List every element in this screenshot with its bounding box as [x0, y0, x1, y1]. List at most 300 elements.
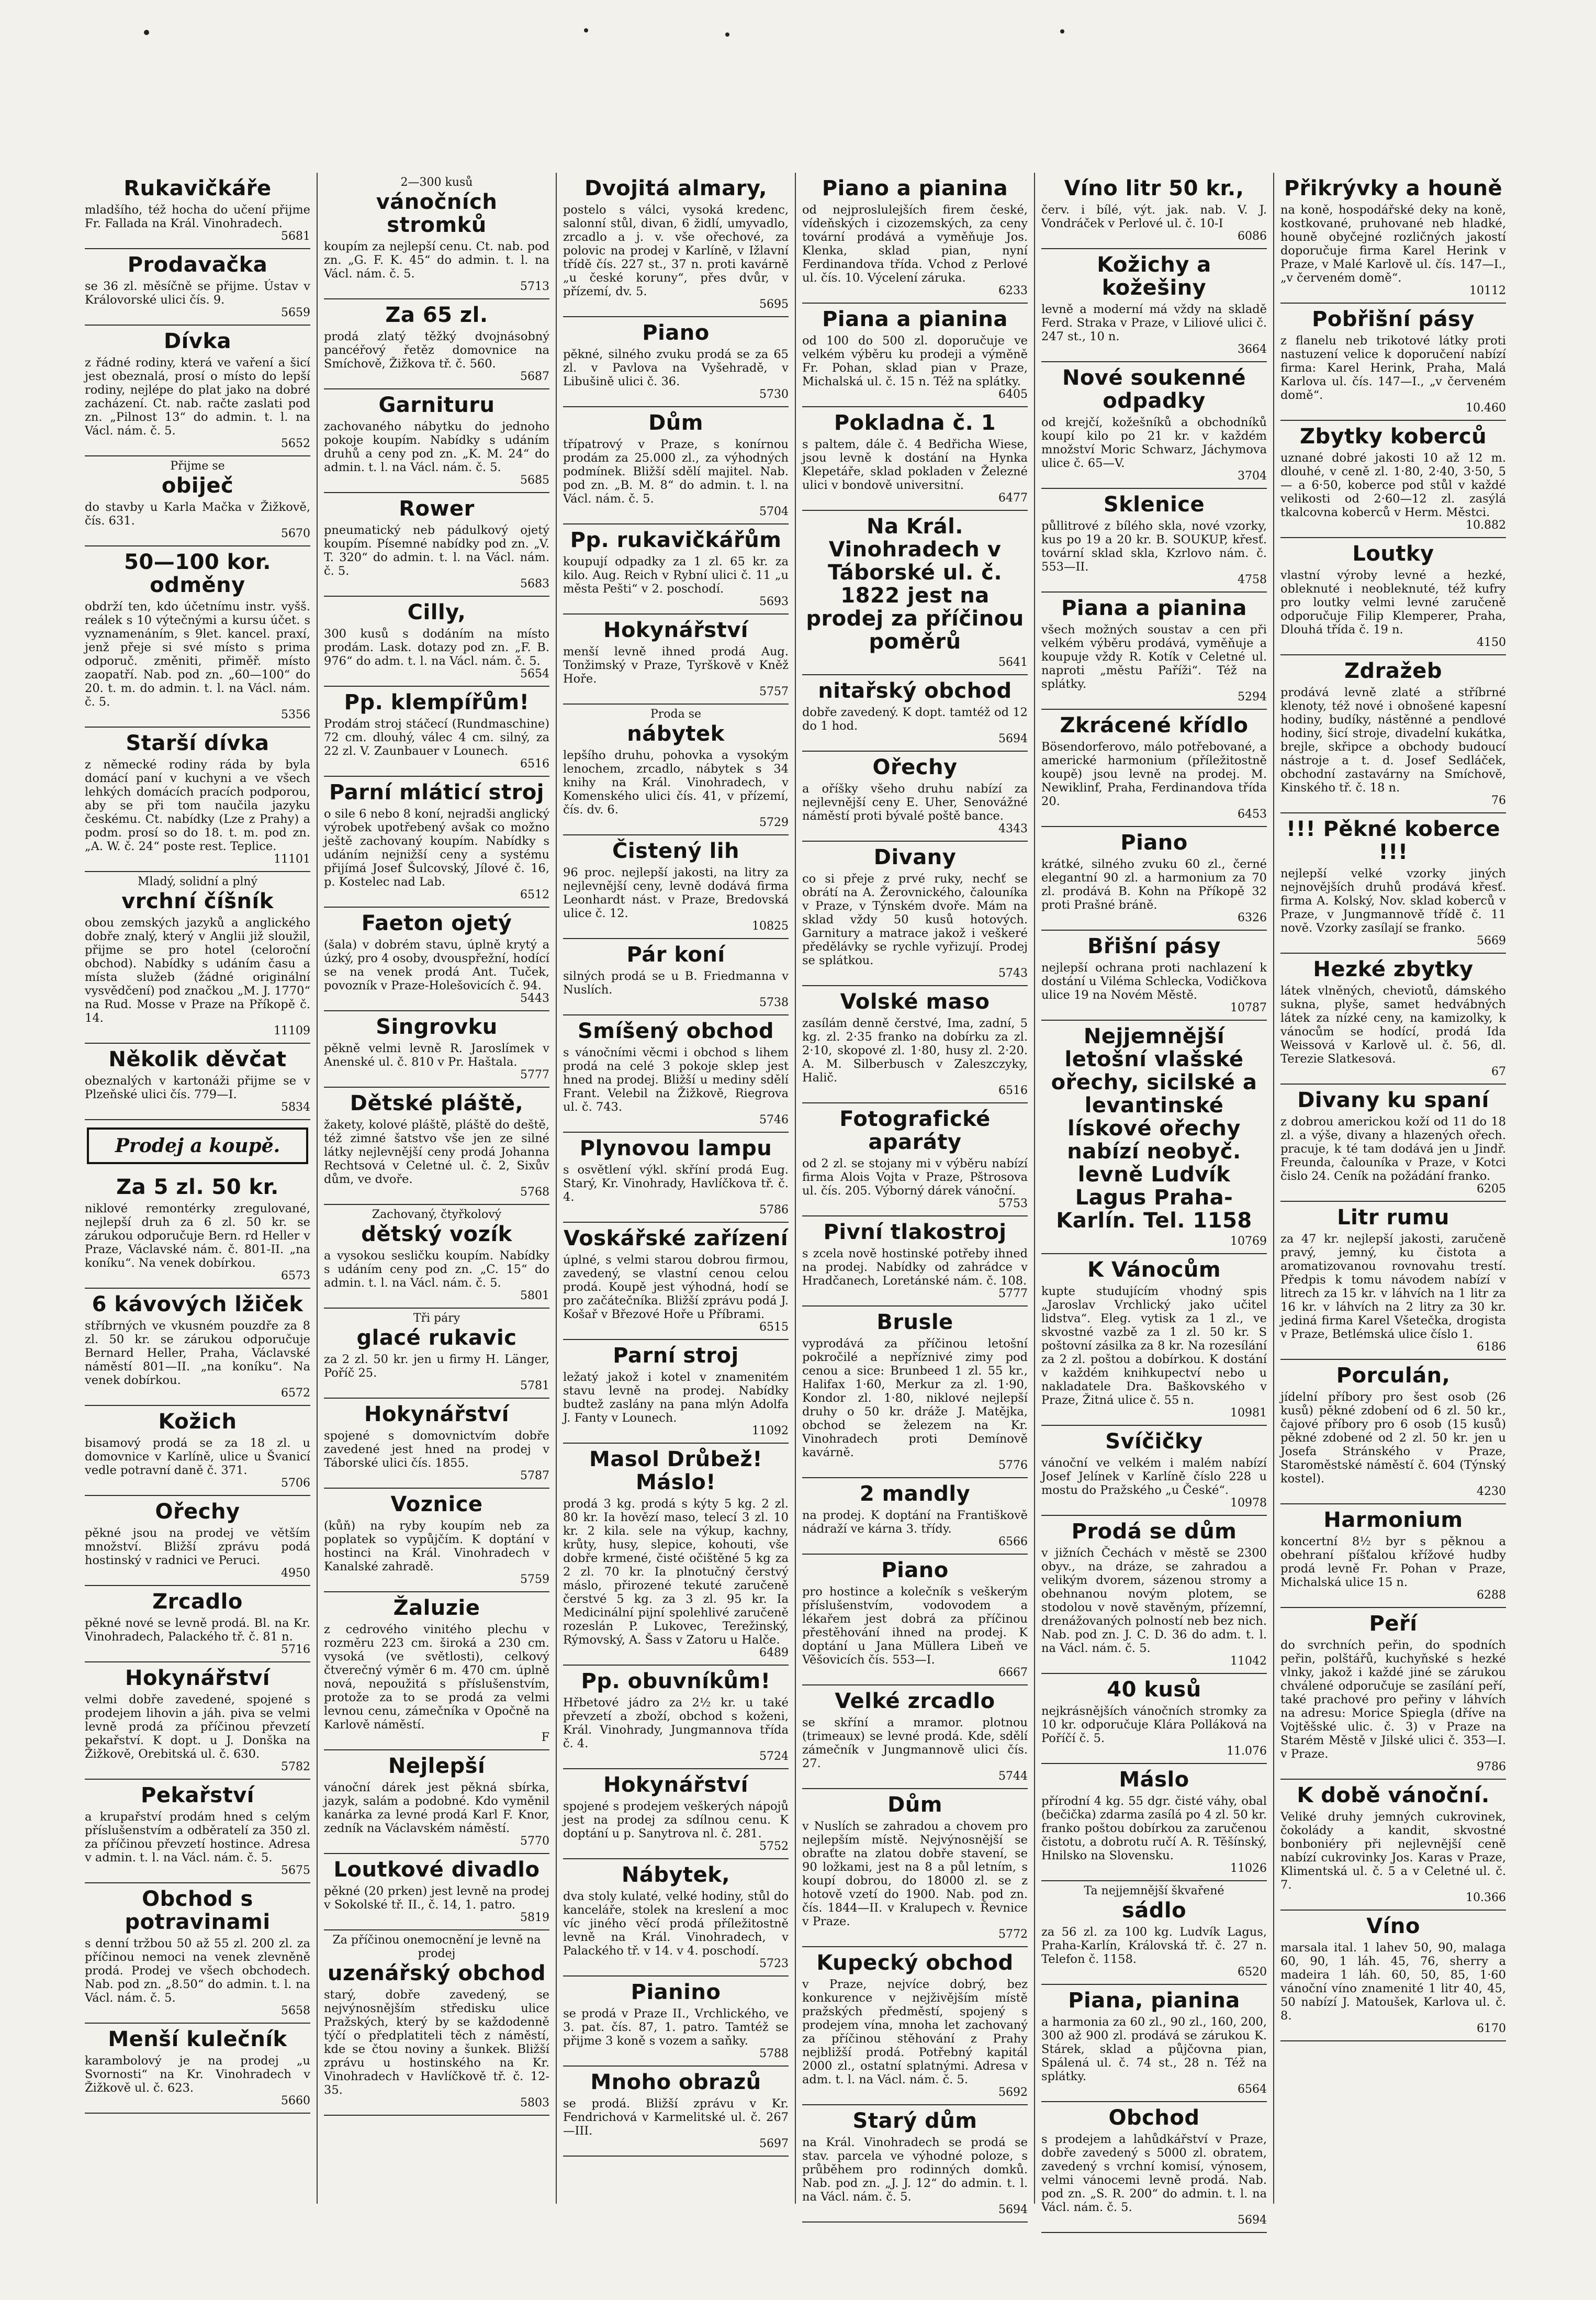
- ad-number: 10.366: [1466, 1891, 1506, 1904]
- ad-heading: Zrcadlo: [152, 1590, 243, 1614]
- ad-body: pěkně velmi levně R. Jaroslímek v Anenské ul. č. 810 v Pr. Haštala.: [324, 1042, 549, 1069]
- ad-number: 11092: [752, 1424, 789, 1437]
- ad-body: 96 proc. nejlepší jakosti, na litry za nejlevnější ceny, levně dodává firma Leonhardt nást. v Praze, Bredovská ulice č. 12.: [563, 866, 789, 920]
- ad-number: 5675: [281, 1864, 310, 1877]
- ad-number: 5713: [520, 280, 549, 293]
- ad-heading: Faeton ojetý: [361, 911, 512, 935]
- classified-ad: [85, 1406, 310, 1496]
- ad-heading: Cilly,: [407, 600, 466, 624]
- classified-column: [1035, 173, 1274, 2227]
- ad-number: 5770: [520, 1835, 549, 1848]
- ad-number: 5669: [1477, 934, 1506, 947]
- ad-heading: Plynovou lampu: [579, 1136, 772, 1160]
- ad-body: pěkné nové se levně prodá. Bl. na Kr. Vinohradech, Palackého tř. č. 81 n.: [85, 1616, 310, 1644]
- classified-ad: [1041, 362, 1267, 489]
- ad-body: dva stoly kulaté, velké hodiny, stůl do kanceláře, stolek na kreslení a moc víc jiného věcí prodá příležitostně levně na Král. Vinohradech, v Palackého tř. v 14. v 4. poschodí.: [563, 1890, 789, 1958]
- ad-heading: Prodavačka: [127, 253, 268, 277]
- ad-heading: Pianino: [631, 1980, 721, 2004]
- ad-body: (šala) v dobrém stavu, úplně krytý a úzký, pro 4 osoby, dvouspřežní, hodící se na venek prodá Ant. Tuček, povozník v Praze-Holešovicích č. 94.: [324, 938, 549, 992]
- ad-heading: Několik děvčat: [108, 1047, 287, 1071]
- ad-heading: Svíčičky: [1105, 1430, 1203, 1454]
- ad-body: obeznalých v kartonáži přijme se v Plzeňské ulici čís. 779—I.: [85, 1074, 310, 1101]
- ad-body: karambolový je na prodej „u Svornosti“ na Kr. Vinohradech v Žižkově ul. č. 623.: [85, 2054, 310, 2095]
- ad-heading: Harmonium: [1323, 1508, 1463, 1532]
- ad-body: silných prodá se u B. Friedmanna v Nuslích.: [563, 969, 789, 997]
- ad-heading: Kupecký obchod: [816, 1951, 1014, 1975]
- ad-body: obou zemských jazyků a anglického dobře znalý, který v Anglii již sloužil, přijme se pro hotel (celoroční obchod). Nabídky s udáním času a místa služeb (žádné originální vysvědčení) pod značkou „M. J. 1770“ na Rud. Mosse v Praze na Příkopě č. 14.: [85, 916, 310, 1025]
- ad-number: 10112: [1469, 284, 1506, 297]
- classified-ad: [563, 2067, 789, 2157]
- ad-heading: K Vánocům: [1087, 1258, 1221, 1282]
- ad-number: 6086: [1238, 230, 1267, 243]
- classified-ad: [1041, 1881, 1267, 1985]
- ad-number: 6572: [281, 1387, 310, 1400]
- ad-number: 5782: [281, 1760, 310, 1773]
- ad-body: se skříní a mramor. plotnou (trimeaux) se levné prodá. Kde, sdělí zámečník v Jungmannově ulici čís. 27.: [802, 1716, 1028, 1770]
- ad-heading: Pp. klempířům!: [344, 690, 530, 714]
- ad-heading: Piano: [881, 1558, 949, 1582]
- ad-heading: Žaluzie: [393, 1596, 480, 1620]
- ad-number: 5759: [520, 1573, 549, 1586]
- ad-heading: Pivní tlakostroj: [823, 1220, 1007, 1244]
- ad-heading: Sklenice: [1103, 493, 1205, 517]
- classified-ad: [324, 777, 549, 908]
- ad-number: 5685: [520, 474, 549, 487]
- ad-heading: Piano a pianina: [822, 176, 1008, 200]
- ad-body: prodá 3 kg. prodá s kýty 5 kg. 2 zl. 80 kr. Ia hovězí maso, telecí 3 zl. 10 kr. 2 kila. sele na výkup, kachny, krůty, husy, slepice, kohouti, vše dobře krmené, čisté očištěné 5 kg za 2 zl. 70 kr. Ia plnotučný čerstvý máslo, přirozené tekuté zaručeně čerstvé 5 kg. za 3 zl. 95 kr. Ia Medicinální pijní spolehlivé zaručeně rozeslán P. Lukovec, Terežinský, Rýmovský, A. Šass v Zatoru u Halče.: [563, 1497, 789, 1647]
- ad-heading: Mnoho obrazů: [590, 2070, 761, 2094]
- classified-ad: [563, 317, 789, 407]
- top-margin-marks: [0, 21, 1596, 42]
- ad-body: od nejproslulejších firem české, vídeňských i cizozemských, za ceny tovární prodává a vyměňuje Jos. Klenka, sklad pian, nyní Ferdinandova třída. Vchod z Perlové ul. čís. 10. Výcelení záruka.: [802, 203, 1028, 285]
- ad-number: 6489: [759, 1646, 789, 1659]
- ad-number: 10.882: [1466, 519, 1506, 532]
- classified-ad: [563, 1666, 789, 1769]
- ad-body: lepšího druhu, pohovka a vysokým lenochem, zrcadlo, nábytek s 34 knihy na Král. Vinohradech, v Komenského ulici čís. 41, v přízemí, čís. dv. 6.: [563, 749, 789, 817]
- classified-ad: [1280, 1360, 1506, 1504]
- classified-ad: [324, 1592, 549, 1750]
- ad-body: do svrchních peřin, do spodních peřin, polštářů, kuchyňské s hezké vlnky, jakož i každé jiné se zárukou chválené odporučuje se zasílání peří, také prachové pro peřiny v láhvích na adresu: Morice Spiegla (dříve na Vojtěšské ulic. č. 3) v Praze na Starém Městě v Jilské ulici č. 353—I. v Praze.: [1280, 1638, 1506, 1761]
- classified-ad: [1041, 1985, 1267, 2102]
- classified-ad: [85, 326, 310, 456]
- classified-ad: [802, 173, 1028, 304]
- ad-heading: Pár koní: [626, 943, 725, 967]
- ad-heading: Piana a pianina: [1061, 596, 1247, 620]
- ad-number: 5786: [759, 1203, 789, 1216]
- classified-ad: [324, 1750, 549, 1854]
- ad-body: úplné, s velmi starou dobrou firmou, zavedený, se vlastní cenou celou prodá. Koupě jest výhodná, hodí se pro začátečníka. Bližší zprávu podá J. Košař v Březové Hoře u Příbrami.: [563, 1253, 789, 1321]
- ad-body: z řádné rodiny, která ve vaření a šicí jest obeznalá, prosí o místo do lepší rodiny, nejlépe do plat jako na dobré zacházení. Ct. nab. račte zaslati pod zn. „Pilnost 13“ do admin. t. l. na Václ. nám. č. 5.: [85, 356, 310, 438]
- ad-number: 5356: [281, 708, 310, 721]
- ad-heading: Dvojitá almary,: [585, 176, 767, 200]
- ad-preheading: Tři páry: [413, 1312, 460, 1325]
- classified-ad: [563, 615, 789, 705]
- ad-number: 5658: [281, 2004, 310, 2017]
- ad-body: koupím za nejlepší cenu. Ct. nab. pod zn. „G. F. K. 45“ do admin. t. l. na Václ. nám. č. 5.: [324, 240, 549, 281]
- classified-ad: [802, 1685, 1028, 1789]
- ad-body: nejkrásnějších vánočních stromky za 10 kr. odporučuje Klára Polláková na Poříčí č. 5.: [1041, 1704, 1267, 1745]
- classified-ad: [802, 675, 1028, 752]
- classified-ad: [802, 1478, 1028, 1555]
- ad-number: 5772: [998, 1928, 1028, 1941]
- ad-heading: Piano: [1120, 831, 1188, 855]
- ad-body: od krejčí, kožešníků a obchodníků koupí kilo po 21 kr. v každém množství Moric Schwarz, Jáchymova ulice č. 65—V.: [1041, 416, 1267, 470]
- ad-number: 5694: [1238, 2214, 1267, 2227]
- classified-ad: [563, 407, 789, 524]
- classified-ad: [85, 1496, 310, 1586]
- ad-preheading: Zachovaný, čtyřkolový: [372, 1208, 502, 1221]
- ad-body: kupte studujícím vhodný spis „Jaroslav Vrchlický jako učitel lidstva“. Eleg. vytisk za 1 zl., ve skvostné vazbě za 1 zl. 50 kr. S poštovní zásilka za 8 kr. Na rozesílání za 2 zl. poštou a dobírkou. K dostání v každém knihkupectví nebo u nakladatele Dra. Baškovského v Praze, Žitná ulice č. 55 n.: [1041, 1285, 1267, 1407]
- ad-body: levně a moderní má vždy na skladě Ferd. Straka v Praze, v Liliové ulici č. 247 st., 10 n.: [1041, 303, 1267, 343]
- ad-number: 10825: [752, 920, 789, 933]
- classified-ad: [1041, 1021, 1267, 1254]
- ad-number: 5693: [759, 595, 789, 608]
- ad-heading: Loutkové divadlo: [333, 1858, 540, 1882]
- ad-number: 5777: [520, 1068, 549, 1081]
- ad-number: 6170: [1477, 2022, 1506, 2035]
- ad-heading: Nejjemnější letošní vlašské ořechy, sicilské a levantinské lískové ořechy nabízí neobyč. levně Ludvík Lagus Praha-Karlín. Tel. 1158: [1051, 1024, 1257, 1233]
- classified-ad: [802, 2105, 1028, 2223]
- ad-number: 5738: [759, 996, 789, 1009]
- ad-number: 6520: [1238, 1966, 1267, 1979]
- ad-heading: Rukavičkáře: [123, 176, 272, 200]
- classified-ad: [85, 1883, 310, 2024]
- ad-heading: Smíšený obchod: [577, 1019, 774, 1043]
- ad-body: uznané dobré jakosti 10 až 12 m. dlouhé, v ceně zl. 1·80, 2·40, 3·50, 5— a 6·50, koberce pod stůl v každé velikosti od 2·60—12 zl. zasýlá tkalcovna koberců v Herm. Městci.: [1280, 451, 1506, 519]
- ad-heading: Starší dívka: [126, 731, 269, 755]
- ad-number: 10978: [1230, 1497, 1267, 1510]
- classified-ad: [1280, 538, 1506, 655]
- ad-number: 6288: [1477, 1589, 1506, 1602]
- classified-ad: [1041, 489, 1267, 593]
- ad-heading: Kožichy a kožešiny: [1097, 253, 1211, 300]
- ad-body: z cedrového vinitého plechu v rozměru 223 cm. široká a 230 cm. vysoká (ve světlosti), celkový čtverečný výměr 6 m. 470 cm. úplně nová, nepoužitá s příslušenstvím, protože za to se prodá za velmi levnou cenu, zámečníka v Opočně na Karlově náměstí.: [324, 1623, 549, 1732]
- ad-heading: Divany: [873, 845, 957, 869]
- classified-ad: [1280, 1085, 1506, 1202]
- ad-number: 11026: [1230, 1862, 1267, 1875]
- classified-ad: [802, 1307, 1028, 1478]
- classified-ad: [1280, 421, 1506, 538]
- ad-heading: Za 5 zl. 50 kr.: [116, 1175, 279, 1199]
- ad-heading: Masol Drůbež! Máslo!: [589, 1447, 762, 1494]
- ad-number: 5723: [759, 1957, 789, 1970]
- ad-number: 5670: [281, 527, 310, 540]
- ad-heading: Přikrývky a houně: [1284, 176, 1503, 200]
- ad-body: s vánočními věcmi i obchod s lihem prodá na celé 3 pokoje sklep jest hned na prodej. Bližší u mediny sdělí Frant. Velebil na Žižkově, Riegrova ul. č. 743.: [563, 1046, 789, 1114]
- ad-body: jídelní příbory pro šest osob (26 kusů) pěkné zdobení od 6 zl. 50 kr., čajové příbory pro 6 osob (15 kusů) pěkné zdobené od 2 zl. 50 kr. jen u Josefa Stránského v Praze, Staroměstské náměstí č. 604 (Týnský kostel).: [1280, 1390, 1506, 1486]
- section-heading: Prodej a koupě.: [87, 1127, 308, 1164]
- ad-body: Prodám stroj stáčecí (Rundmaschine) 72 cm. dlouhý, válec 4 cm. silný, za 22 zl. V. Zaunbauer v Lounech.: [324, 717, 549, 758]
- ad-heading: nábytek: [627, 722, 725, 746]
- ad-body: a harmonia za 60 zl., 90 zl., 160, 200, 300 až 900 zl. prodává se zárukou K. Stárek, sklad a půjčovna pian, Spálená ul. č. 74 st., 28 n. Též na splátky.: [1041, 2015, 1267, 2083]
- classified-ad: [85, 456, 310, 546]
- ad-heading: uzenářský obchod: [328, 1961, 546, 1985]
- ad-number: 67: [1491, 1065, 1506, 1078]
- ad-heading: dětský vozík: [361, 1222, 512, 1246]
- ad-body: na koně, hospodářské deky na koně, kostkované, pruhované neb hladké, houně obyčejné rozličných jakostí doporučuje firma Karel Herink v Praze, v Malé Karlově ul. čís. 147—I., „v červeném domě“.: [1280, 203, 1506, 285]
- ad-number: 5744: [998, 1770, 1028, 1783]
- classified-ad: [802, 1789, 1028, 1947]
- classified-ad: [324, 687, 549, 777]
- ad-number: 3664: [1238, 343, 1267, 356]
- classified-ad: [85, 1662, 310, 1780]
- classified-ad: [802, 842, 1028, 986]
- ad-number: 4758: [1238, 573, 1267, 586]
- ad-number: 6512: [520, 888, 549, 901]
- ad-heading: Hezké zbytky: [1313, 957, 1474, 981]
- ad-heading: Zdražeb: [1344, 659, 1442, 683]
- ad-heading: 2 mandly: [859, 1482, 971, 1506]
- classified-ad: [563, 1977, 789, 2067]
- classified-ad: [1041, 1516, 1267, 1674]
- ad-heading: Nejlepší: [388, 1754, 486, 1778]
- ad-number: 5694: [998, 732, 1028, 745]
- classified-ad: [802, 304, 1028, 407]
- ad-heading: Dívka: [163, 329, 232, 353]
- ad-body: nejlepší velké vzorky jiných nejnovějších druhů prodává křesť. firma A. Kolský, Nov. sklad koberců v Praze, v Jungmannově třídě č. 11 nově. Vzorky zasílají se franko.: [1280, 867, 1506, 935]
- ad-heading: Rower: [399, 497, 475, 521]
- ad-number: 5443: [520, 992, 549, 1005]
- ad-body: postelo s válci, vysoká kredenc, salonní stůl, divan, 6 židlí, umyvadlo, zrcadlo a j. v. vše ořechové, za polovic na prodej v Karlíně, v Ižlavní třídě čís. 227 st., 37 n. proti kavárně „u české koruny“, přes dvůr, v přízemí, dv. 5.: [563, 203, 789, 298]
- classified-ad: [85, 1289, 310, 1406]
- ad-body: za 47 kr. nejlepší jakosti, zaručeně pravý, jemný, ku čistota a aromatizovanou rovnovahu trestí. Předpis k tomu návodem nabízí v litrech za 15 kr. v láhvích na 1 litr za 16 kr. v láhvích na 2 litry za 30 kr. jediná firma Karel Všetečka, drogista v Praze, Betlémská ulice číslo 1.: [1280, 1232, 1506, 1341]
- ad-number: 5776: [998, 1459, 1028, 1472]
- ad-heading: Obchod s potravinami: [125, 1887, 271, 1934]
- ad-number: 5746: [759, 1113, 789, 1126]
- ad-number: 4150: [1477, 636, 1506, 649]
- ad-body: všech možných soustav a cen při velkém výběru prodává, vyměňuje a koupuje vždy R. Kotík v Celetné ul. naproti „městu Paříži“. Též na splátky.: [1041, 623, 1267, 691]
- ad-body: z německé rodiny ráda by byla domácí paní v kuchyni a ve všech lehkých domácích pracích podporou, aby se při tom naučila jazyku českému. Ct. nabídky (Lze z Prahy) a podm. prosí so do 18. t. m. pod zn. „A. W. č. 24“ poste rest. Teplice.: [85, 758, 310, 853]
- classified-ad: [85, 728, 310, 872]
- ad-number: 5660: [281, 2094, 310, 2107]
- ad-number: 5294: [1238, 690, 1267, 704]
- ad-number: 5704: [759, 505, 789, 518]
- ad-number: 11.076: [1227, 1745, 1267, 1758]
- ad-heading: !!! Pěkné koberce !!!: [1286, 817, 1501, 864]
- ad-number: 5694: [998, 2203, 1028, 2216]
- ad-heading: sádlo: [1121, 1899, 1187, 1923]
- ad-body: co si přeje z prvé ruky, nechť se obrátí na A. Žerovnického, čalouníka v Praze, v Týnském dvoře. Mám na sklad vždy 50 kusů hotových. Garnitury a matrace jakož i veškeré předělávky se rychle vyřizují. Prodej se splátkou.: [802, 872, 1028, 967]
- ad-number: 5706: [281, 1477, 310, 1490]
- ad-body: s osvětlení výkl. skříní prodá Eug. Starý, Kr. Vinohrady, Havlíčkova tř. č. 4.: [563, 1163, 789, 1204]
- ad-body: do stavby u Karla Mačka v Žižkově, čís. 631.: [85, 500, 310, 528]
- classified-ad: [85, 1780, 310, 1883]
- ad-heading: nitařský obchod: [818, 679, 1012, 703]
- ad-number: 6516: [998, 1084, 1028, 1097]
- ad-body: na Král. Vinohradech se prodá se stav. parcela ve výhodné poloze, s průběhem pro rodinných domků. Nab. pod zn. „J. J. 12“ do admin. t. l. na Václ. nám. č. 5.: [802, 2136, 1028, 2204]
- ad-number: 6566: [998, 1535, 1028, 1548]
- ad-body: se prodá. Bližší zprávu v Kr. Fendrichová v Karmelitské ul. č. 267—III.: [563, 2097, 789, 2138]
- ad-preheading: Ta nejjemnější škvařené: [1084, 1884, 1224, 1897]
- classified-ad: [802, 986, 1028, 1103]
- ad-number: 5687: [520, 370, 549, 383]
- classified-ad: [1041, 1674, 1267, 1764]
- ad-heading: Ořechy: [872, 755, 958, 779]
- ad-body: třípatrový v Praze, s konírnou prodám za 25.000 zl., za výhodných podmínek. Bližší sdělí majitel. Nab. pod zn. „B. M. 8“ do admin. t. l. na Václ. nám. č. 5.: [563, 438, 789, 506]
- classified-ad: [1280, 655, 1506, 813]
- classified-column: [318, 173, 557, 2204]
- classified-ad: [85, 1044, 310, 1120]
- ad-number: 5757: [759, 685, 789, 698]
- ad-body: marsala ital. 1 lahev 50, 90, malaga 60, 90, 1 láh. 45, 76, sherry a madeira 1 láh. 60, 50, 85, 1·60 vánoční víno znamenité 1 litr 40, 45, 50 nabízí J. Matoušek, Karlova ul. č. 8.: [1280, 1941, 1506, 2023]
- classified-ad: [1041, 1254, 1267, 1426]
- ad-heading: Velké zrcadlo: [835, 1689, 995, 1713]
- classified-ad: [324, 1854, 549, 1930]
- ad-heading: Fotografické aparáty: [839, 1107, 991, 1154]
- classified-ad: [324, 1011, 549, 1088]
- ad-heading: Hokynářství: [603, 1773, 749, 1797]
- classified-ad: [1041, 173, 1267, 249]
- classified-ad: [324, 493, 549, 597]
- ad-number: 5803: [520, 2096, 549, 2109]
- classified-ad: [1280, 1608, 1506, 1780]
- ad-body: a oříšky všeho druhu nabízí za nejlevnější ceny E. Uher, Senovážné náměstí proti bývalé poště bance.: [802, 782, 1028, 823]
- classified-ad: [1280, 954, 1506, 1085]
- ad-number: 5730: [759, 388, 789, 401]
- ad-number: 4230: [1477, 1485, 1506, 1498]
- ad-number: 6453: [1238, 808, 1267, 821]
- ad-body: prodává levně zlaté a stříbrné klenoty, též nové i obnošené kapesní hodiny, budíky, nástěnné a pendlové hodiny, šicí stroje, divadelní kukátka, brejle, skřipce a obchody budoucí nástroje a t. d. Josef Sedláček, obchodní zastavárny na Smíchově, Kinského tř. č. 18 n.: [1280, 686, 1506, 795]
- ad-number: 6477: [998, 492, 1028, 505]
- ad-heading: Hokynářství: [125, 1666, 271, 1690]
- classified-ad: [563, 1859, 789, 1977]
- classified-ad: [85, 546, 310, 728]
- ad-body: pěkné, silného zvuku prodá se za 65 zl. v Pavlova na Vyšehradě, v Libušině ulici č. 36.: [563, 348, 789, 388]
- ad-number: 10769: [1230, 1235, 1267, 1248]
- classified-ad: [324, 597, 549, 687]
- ad-body: a krupařství prodám hned s celým příslušenstvím a odběratelí za 350 zl. za příčinou převzetí hostince. Adresa v admin. t. l. na Václ. nám. č. 5.: [85, 1810, 310, 1864]
- ad-number: 5692: [998, 2086, 1028, 2099]
- ad-body: s paltem, dále č. 4 Bedřicha Wiese, jsou levně k dostání na Hynka Klepetáře, sklad pokladen v Železné ulici v bondově universitní.: [802, 438, 1028, 492]
- ad-number: 11109: [274, 1024, 310, 1037]
- ad-heading: Porculán,: [1336, 1364, 1451, 1388]
- ad-heading: Pp. rukavičkářům: [570, 528, 782, 552]
- ad-number: 5787: [520, 1469, 549, 1482]
- classified-ad: [1041, 931, 1267, 1021]
- ad-body: Hřbetové jádro za 2½ kr. u také převzetí a zboží, obchod s koženi, Král. Vinohrady, Jungmannova třída č. 4.: [563, 1696, 789, 1750]
- classified-ad: [324, 1309, 549, 1399]
- ad-heading: 40 kusů: [1107, 1678, 1201, 1702]
- classified-ad: [324, 1489, 549, 1592]
- ad-heading: Víno litr 50 kr.,: [1064, 176, 1244, 200]
- ad-heading: Víno: [1366, 1914, 1420, 1938]
- classified-ad: [85, 1171, 310, 1289]
- ad-number: 5819: [520, 1911, 549, 1924]
- classified-ad: [802, 752, 1028, 842]
- ad-number: 11042: [1230, 1655, 1267, 1668]
- ad-body: Bösendorferovo, málo potřebované, a americké harmonium (příležitostně koupě) jsou levně na prodej. M. Newiklinf, Praha, Ferdinandova třída 20.: [1041, 740, 1267, 808]
- classified-ad: [1041, 593, 1267, 710]
- classified-ad: [563, 705, 789, 835]
- ad-body: vánoční ve velkém i malém nabízí Josef Jelínek v Karlíně číslo 228 u mostu do Pražského „u České“.: [1041, 1456, 1267, 1497]
- classified-ad: [802, 407, 1028, 511]
- ad-number: 6667: [998, 1666, 1028, 1679]
- ad-body: niklové remontérky zregulované, nejlepší druh za 6 zl. 50 kr. se zárukou odporučuje Bern. rd Heller v Praze, Václavské nám. č. 801-II. „na koníku“. Na venek dobírkou.: [85, 1202, 310, 1270]
- ad-body: ležatý jakož i kotel v znamenitém stavu levně na prodej. Nabídky budtež zaslány na pana mlýn Adolfa J. Fanty v Lounech.: [563, 1370, 789, 1425]
- ad-heading: Pekařství: [141, 1783, 254, 1807]
- ad-body: s zcela nově hostinské potřeby ihned na prodej. Nabídky od zahrádce v Hradčanech, Loretánské nám. č. 108.: [802, 1247, 1028, 1288]
- classified-ad: [563, 1133, 789, 1223]
- ad-body: stříbrných ve vkusném pouzdře za 8 zl. 50 kr. se zárukou odporučuje Bernard Heller, Praha, Václavské náměstí 801—II. „na koníku“. Na venek dobírkou.: [85, 1319, 310, 1387]
- ad-body: přírodní 4 kg. 55 dgr. čisté váhy, obal (bečička) zdarma zasílá po 4 zl. 50 kr. franko poštou dobírkou za zaručenou čistotu, a dobrotu ručí A. R. Těšínský, Hnilsko na Slovensku.: [1041, 1794, 1267, 1862]
- ad-body: vánoční dárek jest pěkná sbírka, jazyk, salám a podobné. Kdo vyměnil kanárka za levné prodá Karl F. Knor, zedník na Václavském náměstí.: [324, 1781, 549, 1835]
- ad-number: 3704: [1238, 470, 1267, 483]
- ad-body: koupují odpadky za 1 zl. 65 kr. za kilo. Aug. Reich v Rybní ulici č. 11 „u města Pešti“ v 2. poschodí.: [563, 555, 789, 596]
- ad-heading: Starý dům: [852, 2109, 977, 2133]
- ad-body: z dobrou americkou koží od 11 do 18 zl. a výše, divany a hlazených ořech. pracuje, k té tam dodává jen u Jindř. Freunda, čalouníka v Praze, v Kotci čislo 24. Ceník na požádání franko.: [1280, 1115, 1506, 1183]
- classified-ad: [802, 1947, 1028, 2105]
- ad-body: pěkné jsou na prodej ve větším množství. Bližší zprávu podá hostinský v radnici ve Peruci.: [85, 1526, 310, 1567]
- classified-ad: [1041, 710, 1267, 827]
- classified-ad: [563, 173, 789, 317]
- classified-ad: [85, 249, 310, 326]
- ad-body: pneumatický neb pádulkový ojetý koupím. Písemné nabídky pod zn. „V. T. 320“ do admin. t. l. na Václ. nám. č. 5.: [324, 523, 549, 578]
- ad-number: 6516: [520, 757, 549, 771]
- classified-ad: [85, 2024, 310, 2114]
- ad-number: 10787: [1230, 1001, 1267, 1014]
- ad-heading: vánočních stromků: [376, 190, 498, 237]
- ad-heading: vrchní číšník: [121, 889, 274, 913]
- ad-body: prodá zlatý těžký dvojnásobný pancéřový řetěz domovnice na Smíchově, Žižkova tř. č. 560.: [324, 330, 549, 371]
- ad-body: a vysokou sesličku koupím. Nabídky s udáním ceny pod zn. „C. 15“ do admin. t. l. na Václ. nám. č. 5.: [324, 1249, 549, 1290]
- ad-body: spojené s domovnictvím dobře zavedené jest hned na prodej v Táborské ulici čís. 1855.: [324, 1429, 549, 1470]
- classified-ad: [324, 299, 549, 389]
- ad-number: 5834: [281, 1101, 310, 1114]
- ad-heading: Brusle: [876, 1310, 953, 1334]
- classified-column: [1274, 173, 1512, 2204]
- classified-ad: [1041, 249, 1267, 362]
- ad-body: se prodá v Praze II., Vrchlického, ve 3. pat. čís. 87, 1. patro. Tamtéž se přijme 3 koně s vozem a saňky.: [563, 2007, 789, 2048]
- ad-body: pěkné (20 prken) jest levně na prodej v Sokolské tř. II., č. 14, 1. patro.: [324, 1884, 549, 1912]
- ad-heading: 6 kávových lžiček: [92, 1292, 304, 1316]
- ad-number: F: [541, 1731, 549, 1744]
- ad-body: o sile 6 nebo 8 koní, nejradši anglický výrobek upotřebený avšak co možno ještě zachovaný koupím. Nabídky s udáním nejnižší ceny a systému přijímá Josef Šulcovský, Jílové č. 16, p. Kostelec nad Lab.: [324, 807, 550, 889]
- ad-heading: Peří: [1369, 1612, 1418, 1636]
- ad-heading: Obchod: [1108, 2106, 1200, 2130]
- ad-number: 5801: [520, 1289, 549, 1302]
- ad-number: 6233: [998, 284, 1028, 297]
- ad-number: 5729: [759, 816, 789, 829]
- ad-body: vlastní výroby levné a hezké, obleknuté i neobleknuté, též kufry pro loutky velmi levné zaručeně odporučuje Filip Klemperer, Praha, Dlouhá třída č. 19 n.: [1280, 568, 1506, 637]
- ad-body: látek vlněných, cheviotů, dámského sukna, plyše, samet hedvábných látek za nízké ceny, na kamizolky, k vánocům se hodící, prodá Ida Weissová v Karlově ul. č. 56, dl. Terezie Slatkesová.: [1280, 984, 1506, 1066]
- classified-ad: [1280, 1780, 1506, 1911]
- ad-heading: Parní stroj: [613, 1344, 739, 1368]
- ad-heading: Dům: [648, 411, 703, 435]
- ad-body: se 36 zl. měsíčně se přijme. Ústav v Královorské ulici čís. 9.: [85, 280, 310, 307]
- classified-ad: [563, 1444, 789, 1666]
- classified-ad: [85, 1586, 310, 1662]
- ad-number: 5716: [281, 1643, 310, 1656]
- ad-body: koncertní 8½ byr s pěknou a obehraní píšťalou křížové hudby prodá levně Fr. Pohan v Praze, Michalská ulice 15 n.: [1280, 1535, 1506, 1589]
- classified-ad: [324, 908, 549, 1011]
- ad-number: 6564: [1238, 2083, 1267, 2096]
- ad-number: 5752: [759, 1840, 789, 1853]
- ad-heading: Pp. obuvníkům!: [581, 1669, 771, 1693]
- ad-body: velmi dobře zavedené, spojené s prodejem lihovin a jáh. piva se velmi levně prodá za příčinou převzetí pekařství. K dopt. u J. Donška na Žižkově, Orebitská ul. č. 630.: [85, 1693, 310, 1761]
- classified-ad: [1041, 2102, 1267, 2233]
- ad-heading: Piano: [642, 321, 710, 345]
- classified-column: [796, 173, 1035, 2216]
- ad-heading: Břišní pásy: [1087, 934, 1221, 958]
- ad-heading: Zbytky koberců: [1299, 425, 1487, 449]
- ad-heading: glacé rukavic: [356, 1326, 517, 1350]
- classified-ad: [563, 1769, 789, 1859]
- ad-preheading: Proda se: [650, 708, 702, 721]
- classified-ad: [324, 173, 549, 299]
- ad-heading: Garnituru: [378, 393, 495, 417]
- classified-column: [557, 173, 796, 2204]
- classified-ad: [802, 1555, 1028, 1685]
